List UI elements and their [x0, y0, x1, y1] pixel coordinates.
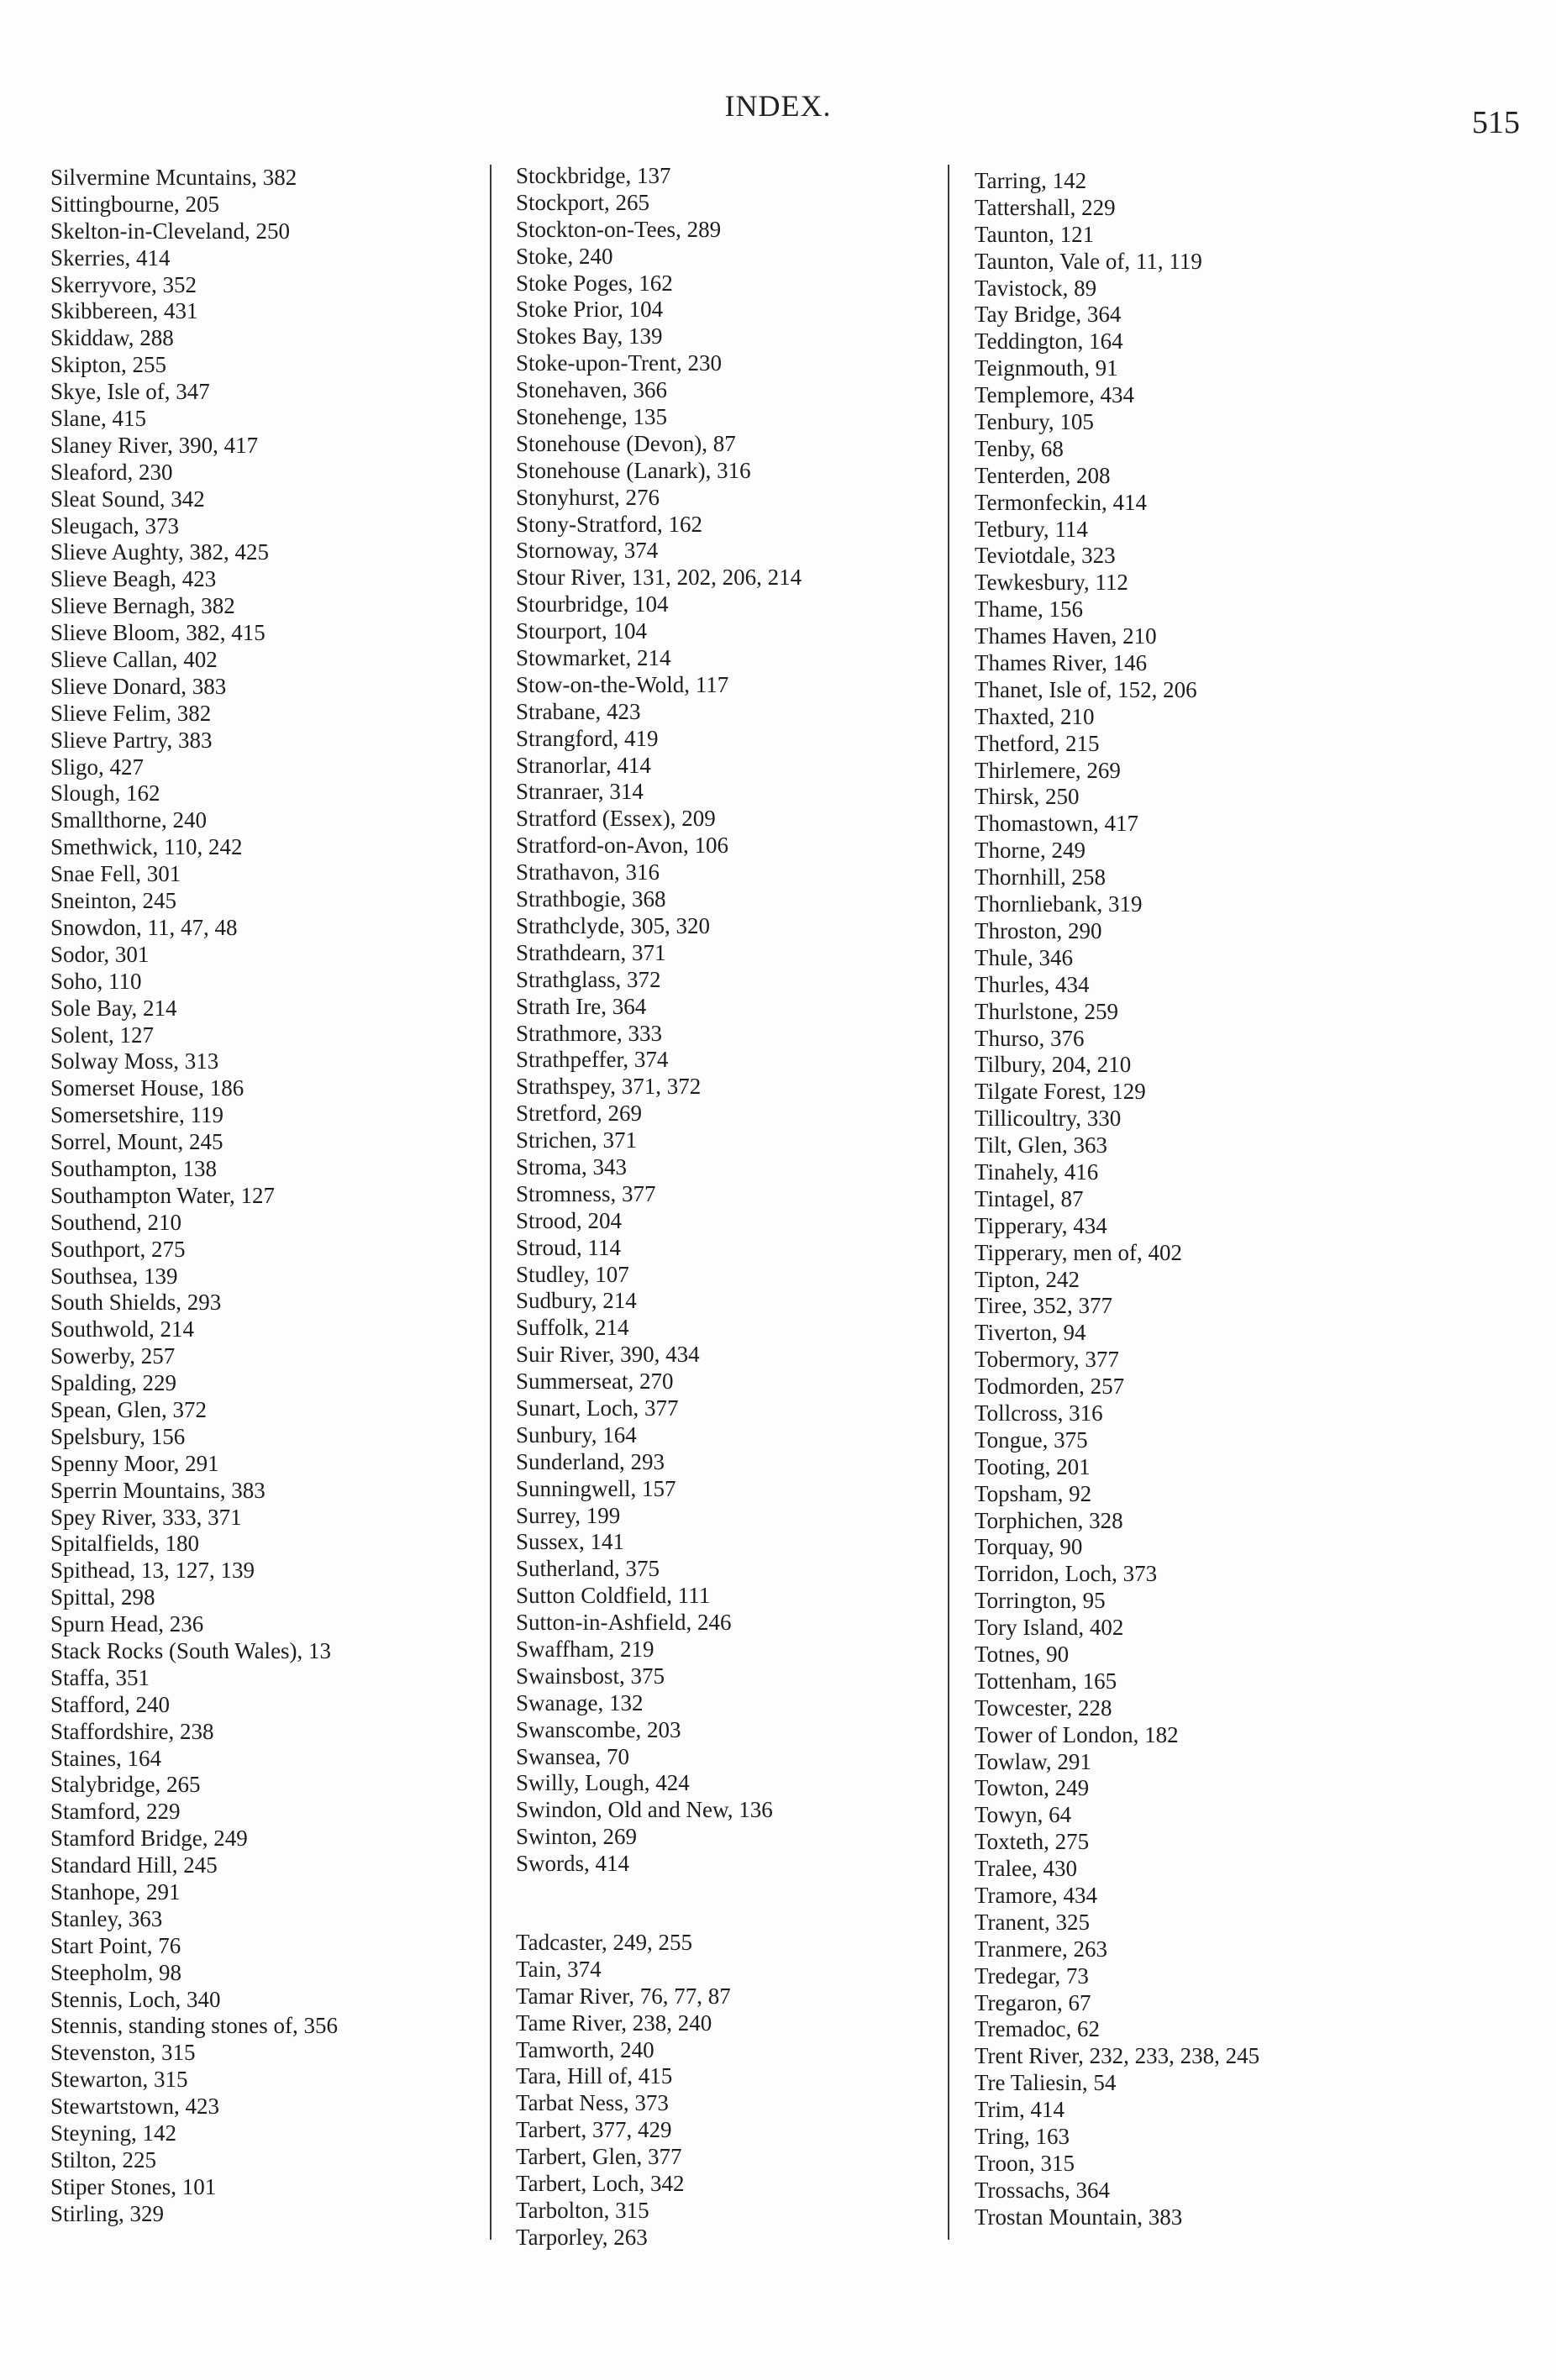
- index-entry: Sunbury, 164: [516, 1421, 637, 1447]
- index-entry: Stony-Stratford, 162: [516, 511, 702, 537]
- index-entry: Thame, 156: [975, 596, 1083, 623]
- index-entry: Slieve Bloom, 382, 415: [50, 620, 265, 646]
- index-entry: Stokes Bay, 139: [516, 323, 663, 349]
- index-entry: Stennis, Loch, 340: [50, 1986, 221, 2012]
- section-gap: [516, 1878, 936, 1930]
- index-entry: Tollcross, 316: [975, 1400, 1103, 1426]
- index-column-1: [50, 165, 470, 2228]
- index-entry: Summerseat, 270: [516, 1369, 674, 1395]
- index-entry: Swanscombe, 203: [516, 1716, 681, 1742]
- index-entry: Southwold, 214: [50, 1316, 195, 1342]
- index-entry: Tre Taliesin, 54: [975, 2070, 1117, 2096]
- index-entry: Standard Hill, 245: [50, 1852, 218, 1878]
- index-entry: Tarbat Ness, 373: [516, 2090, 669, 2116]
- index-entry: Tottenham, 165: [975, 1668, 1117, 1694]
- index-entry: Tamworth, 240: [516, 2036, 654, 2062]
- index-entry: Swindon, Old and New, 136: [516, 1797, 773, 1823]
- index-entry: Skiddaw, 288: [50, 325, 174, 351]
- index-entry: Tory Island, 402: [975, 1615, 1124, 1641]
- index-entry: Strathdearn, 371: [516, 939, 666, 965]
- index-entry: Swilly, Lough, 424: [516, 1770, 690, 1796]
- index-entry: Spalding, 229: [50, 1370, 177, 1396]
- index-entry: Start Point, 76: [50, 1932, 181, 1958]
- index-entry: Snae Fell, 301: [50, 861, 181, 887]
- index-entry: Swords, 414: [516, 1851, 630, 1877]
- index-entry: Thurso, 376: [975, 1025, 1085, 1051]
- index-entry: Skipton, 255: [50, 352, 167, 378]
- index-entry: Strathglass, 372: [516, 966, 661, 992]
- index-entry: Stalybridge, 265: [50, 1772, 201, 1798]
- index-entry: Tinahely, 416: [975, 1158, 1099, 1185]
- index-entry: Spithead, 13, 127, 139: [50, 1558, 255, 1584]
- index-entry: Suir River, 390, 434: [516, 1342, 700, 1368]
- index-entry: Southport, 275: [50, 1236, 186, 1262]
- index-entry: Thirlemere, 269: [975, 757, 1121, 783]
- index-entry: Trostan Mountain, 383: [975, 2204, 1183, 2230]
- index-entry: Tay Bridge, 364: [975, 302, 1122, 328]
- index-entry: Stretford, 269: [516, 1101, 642, 1127]
- index-entry: Sittingbourne, 205: [50, 191, 219, 217]
- index-entry: Sperrin Mountains, 383: [50, 1477, 265, 1503]
- index-entry: Strathbogie, 368: [516, 886, 666, 912]
- index-entry: Stroud, 114: [516, 1234, 622, 1260]
- index-entry: Steepholm, 98: [50, 1959, 181, 1985]
- index-entry: Staffordshire, 238: [50, 1718, 214, 1744]
- index-entry: Tregaron, 67: [975, 1989, 1091, 2015]
- index-entry: Strichen, 371: [516, 1127, 637, 1153]
- index-entry: Stirling, 329: [50, 2200, 165, 2226]
- index-entry: Slaney River, 390, 417: [50, 432, 259, 458]
- index-entry: Tremadoc, 62: [975, 2016, 1100, 2042]
- index-entry: Sleaford, 230: [50, 459, 173, 485]
- index-entry: Skye, Isle of, 347: [50, 379, 210, 405]
- index-entry: Strood, 204: [516, 1207, 623, 1233]
- index-entry: Stilton, 225: [50, 2146, 157, 2172]
- index-entry: Sleugach, 373: [50, 512, 179, 539]
- index-entry: Swaffham, 219: [516, 1636, 654, 1662]
- index-entry: Tenterden, 208: [975, 462, 1111, 488]
- index-entry: Strathclyde, 305, 320: [516, 912, 710, 938]
- index-entry: Tilt, Glen, 363: [975, 1132, 1108, 1158]
- index-entry: Strathmore, 333: [516, 1020, 662, 1046]
- index-entry: Tiree, 352, 377: [975, 1293, 1113, 1319]
- index-entry: Stanhope, 291: [50, 1879, 181, 1905]
- index-entry: Tenby, 68: [975, 435, 1064, 461]
- index-entry: Spurn Head, 236: [50, 1611, 204, 1637]
- index-entry: Stoke-upon-Trent, 230: [516, 350, 723, 376]
- index-entry: Sneinton, 245: [50, 888, 177, 914]
- index-entry: South Shields, 293: [50, 1290, 222, 1316]
- index-entry: Stafford, 240: [50, 1691, 170, 1717]
- index-entry: Stonehouse (Lanark), 316: [516, 457, 751, 483]
- index-entry: Torridon, Loch, 373: [975, 1561, 1158, 1587]
- index-entry: Stonyhurst, 276: [516, 484, 660, 510]
- index-entry: Solway Moss, 313: [50, 1048, 219, 1074]
- index-entry: Sunningwell, 157: [516, 1475, 676, 1501]
- index-entry: Slieve Beagh, 423: [50, 566, 217, 592]
- index-entry: Tooting, 201: [975, 1453, 1091, 1479]
- index-entry: Termonfeckin, 414: [975, 489, 1148, 515]
- index-entry: Stroma, 343: [516, 1153, 627, 1179]
- index-entry: Tipperary, 434: [975, 1212, 1107, 1238]
- index-entry: Stour River, 131, 202, 206, 214: [516, 565, 802, 591]
- index-entry: Tredegar, 73: [975, 1962, 1089, 1989]
- index-entry: Stranraer, 314: [516, 779, 644, 805]
- index-entry: Sutherland, 375: [516, 1556, 660, 1582]
- index-entry: Slieve Donard, 383: [50, 673, 227, 699]
- index-entry: Thule, 346: [975, 944, 1073, 970]
- index-entry: Sunart, Loch, 377: [516, 1395, 679, 1421]
- index-entry: Taunton, 121: [975, 221, 1095, 247]
- index-entry: Stennis, standing stones of, 356: [50, 2013, 338, 2039]
- index-entry: Strathspey, 371, 372: [516, 1074, 702, 1100]
- index-entry: Trossachs, 364: [975, 2177, 1111, 2203]
- index-entry: Topsham, 92: [975, 1480, 1092, 1506]
- index-entry: Tralee, 430: [975, 1856, 1077, 1882]
- index-entry: Totnes, 90: [975, 1641, 1070, 1667]
- index-entry: Tain, 374: [516, 1956, 602, 1982]
- index-entry: Sligo, 427: [50, 754, 145, 780]
- index-entry: Tewkesbury, 112: [975, 570, 1128, 596]
- index-entry: Thanet, Isle of, 152, 206: [975, 676, 1197, 702]
- index-entry: Thornhill, 258: [975, 864, 1106, 891]
- index-entry: Tadcaster, 249, 255: [516, 1930, 692, 1955]
- index-entry: Skelton-in-Cleveland, 250: [50, 218, 290, 244]
- index-entry: Slieve Bernagh, 382: [50, 593, 235, 619]
- index-entry: Slieve Felim, 382: [50, 700, 212, 726]
- index-entry: Steyning, 142: [50, 2120, 177, 2146]
- index-entry: Studley, 107: [516, 1261, 629, 1287]
- index-entry: Tarring, 142: [975, 168, 1087, 193]
- index-entry: Stamford Bridge, 249: [50, 1826, 248, 1852]
- index-entry: Sutton Coldfield, 111: [516, 1583, 711, 1609]
- index-entry: Stewartstown, 423: [50, 2094, 219, 2120]
- index-entry: Thornliebank, 319: [975, 891, 1143, 917]
- index-entry: Tramore, 434: [975, 1883, 1097, 1908]
- index-entry: Sudbury, 214: [516, 1288, 637, 1314]
- index-entry: Tipperary, men of, 402: [975, 1239, 1182, 1265]
- index-entry: Silvermine Mcuntains, 382: [50, 165, 297, 190]
- index-entry: Sutton-in-Ashfield, 246: [516, 1610, 732, 1636]
- index-entry: Spey River, 333, 371: [50, 1504, 242, 1530]
- index-entry: Strath Ire, 364: [516, 993, 647, 1019]
- index-entry: Slieve Callan, 402: [50, 647, 218, 673]
- index-entry: Southampton Water, 127: [50, 1182, 275, 1208]
- index-entry: Swansea, 70: [516, 1743, 629, 1769]
- index-entry: Tetbury, 114: [975, 516, 1088, 542]
- index-entry: Smethwick, 110, 242: [50, 834, 243, 860]
- index-entry: Torquay, 90: [975, 1534, 1083, 1560]
- index-entry: Stockport, 265: [516, 189, 649, 215]
- index-entry: Thurles, 434: [975, 971, 1090, 997]
- index-entry: Trim, 414: [975, 2097, 1065, 2123]
- index-entry: Spittal, 298: [50, 1584, 155, 1610]
- index-entry: Staffa, 351: [50, 1664, 150, 1690]
- index-entry: Sunderland, 293: [516, 1448, 665, 1474]
- index-entry: Towlaw, 291: [975, 1748, 1091, 1774]
- index-entry: Tara, Hill of, 415: [516, 2063, 673, 2089]
- index-entry: Tranmere, 263: [975, 1936, 1107, 1962]
- column-divider: [948, 165, 949, 2240]
- index-entry: Toxteth, 275: [975, 1829, 1090, 1855]
- index-entry: Spelsbury, 156: [50, 1423, 186, 1449]
- index-entry: Skerryvore, 352: [50, 271, 197, 297]
- page-number: 515: [1472, 105, 1520, 140]
- index-entry: Stack Rocks (South Wales), 13: [50, 1637, 332, 1663]
- index-entry: Trent River, 232, 233, 238, 245: [975, 2043, 1260, 2069]
- index-entry: Tower of London, 182: [975, 1721, 1179, 1747]
- index-entry: Skibbereen, 431: [50, 298, 198, 324]
- index-entry: Suffolk, 214: [516, 1315, 629, 1341]
- index-entry: Swinton, 269: [516, 1824, 638, 1850]
- index-entry: Stiper Stones, 101: [50, 2173, 217, 2199]
- index-entry: Towcester, 228: [975, 1694, 1112, 1721]
- index-entry: Southampton, 138: [50, 1155, 218, 1181]
- index-entry: Towton, 249: [975, 1775, 1090, 1801]
- index-entry: Sowerby, 257: [50, 1343, 176, 1369]
- index-entry: Teviotdale, 323: [975, 543, 1116, 569]
- index-entry: Tiverton, 94: [975, 1320, 1086, 1346]
- index-entry: Swanage, 132: [516, 1689, 644, 1715]
- index-entry: Stratford-on-Avon, 106: [516, 833, 728, 859]
- index-entry: Tranent, 325: [975, 1909, 1091, 1935]
- index-column-3: [975, 168, 1479, 2231]
- index-entry: Surrey, 199: [516, 1502, 621, 1528]
- index-entry: Sussex, 141: [516, 1529, 625, 1555]
- index-entry: Stamford, 229: [50, 1799, 181, 1825]
- index-entry: Tipton, 242: [975, 1266, 1080, 1292]
- index-entry: Torphichen, 328: [975, 1507, 1123, 1533]
- index-entry: Tarbolton, 315: [516, 2197, 649, 2223]
- index-entry: Todmorden, 257: [975, 1374, 1125, 1400]
- index-entry: Tenbury, 105: [975, 409, 1094, 435]
- index-entry: Sodor, 301: [50, 941, 150, 967]
- index-entry: Tame River, 238, 240: [516, 2010, 712, 2036]
- index-entry: Southend, 210: [50, 1209, 182, 1235]
- index-entry: Stratford (Essex), 209: [516, 806, 716, 832]
- index-entry: Slane, 415: [50, 406, 146, 432]
- index-entry: Stoke, 240: [516, 243, 613, 269]
- index-entry: Strabane, 423: [516, 698, 641, 724]
- index-entry: Snowdon, 11, 47, 48: [50, 914, 238, 940]
- index-entry: Stoke Poges, 162: [516, 270, 673, 296]
- index-entry: Stow-on-the-Wold, 117: [516, 671, 729, 697]
- index-entry: Thaxted, 210: [975, 703, 1095, 729]
- index-entry: Tarporley, 263: [516, 2224, 648, 2250]
- index-entry: Somerset House, 186: [50, 1075, 244, 1101]
- index-entry: Thomastown, 417: [975, 811, 1138, 837]
- index-entry: Stowmarket, 214: [516, 645, 671, 671]
- index-entry: Thames Haven, 210: [975, 623, 1157, 649]
- index-entry: Smallthorne, 240: [50, 807, 207, 833]
- index-entry: Teignmouth, 91: [975, 355, 1118, 381]
- index-entry: Solent, 127: [50, 1022, 155, 1048]
- index-entry: Tarbert, Loch, 342: [516, 2171, 685, 2197]
- index-entry: Thetford, 215: [975, 730, 1100, 756]
- index-entry: Tattershall, 229: [975, 194, 1116, 220]
- index-entry: Stockton-on-Tees, 289: [516, 216, 722, 242]
- index-entry: Tavistock, 89: [975, 275, 1097, 301]
- index-entry: Tobermory, 377: [975, 1347, 1119, 1373]
- index-entry: Thorne, 249: [975, 838, 1086, 864]
- index-entry: Staines, 164: [50, 1745, 161, 1771]
- index-entry: Sleat Sound, 342: [50, 486, 205, 512]
- index-entry: Tillicoultry, 330: [975, 1106, 1122, 1132]
- index-entry: Torrington, 95: [975, 1588, 1106, 1614]
- index-entry: Tarbert, Glen, 377: [516, 2144, 682, 2170]
- index-entry: Thames River, 146: [975, 650, 1148, 676]
- index-entry: Southsea, 139: [50, 1263, 178, 1289]
- index-entry: Stevenston, 315: [50, 2040, 196, 2066]
- index-entry: Somersetshire, 119: [50, 1102, 223, 1128]
- index-entry: Stewarton, 315: [50, 2067, 188, 2093]
- index-entry: Sole Bay, 214: [50, 995, 177, 1021]
- index-entry: Stockbridge, 137: [516, 163, 671, 188]
- index-entry: Slieve Aughty, 382, 425: [50, 539, 269, 565]
- index-entry: Teddington, 164: [975, 328, 1123, 355]
- index-entry: Stonehenge, 135: [516, 404, 667, 430]
- index-entry: Tilgate Forest, 129: [975, 1079, 1146, 1105]
- index-entry: Strangford, 419: [516, 725, 659, 751]
- index-column-2: [516, 163, 936, 2251]
- index-entry: Swainsbost, 375: [516, 1663, 665, 1689]
- index-entry: Slieve Partry, 383: [50, 727, 213, 753]
- index-entry: Strathavon, 316: [516, 859, 660, 885]
- index-entry: Tarbert, 377, 429: [516, 2117, 672, 2143]
- index-entry: Slough, 162: [50, 780, 160, 806]
- index-entry: Tamar River, 76, 77, 87: [516, 1983, 731, 2009]
- index-entry: Tring, 163: [975, 2124, 1070, 2150]
- index-entry: Stonehaven, 366: [516, 377, 667, 403]
- index-entry: Stornoway, 374: [516, 538, 659, 564]
- index-entry: Tilbury, 204, 210: [975, 1052, 1132, 1078]
- index-entry: Spitalfields, 180: [50, 1531, 199, 1557]
- index-entry: Stoke Prior, 104: [516, 297, 664, 323]
- index-entry: Stourbridge, 104: [516, 591, 669, 617]
- index-entry: Soho, 110: [50, 968, 142, 994]
- index-entry: Stonehouse (Devon), 87: [516, 430, 736, 456]
- index-entry: Thurlstone, 259: [975, 998, 1118, 1024]
- index-entry: Strathpeffer, 374: [516, 1047, 669, 1073]
- index-entry: Spean, Glen, 372: [50, 1396, 207, 1422]
- index-entry: Templemore, 434: [975, 382, 1135, 408]
- index-entry: Skerries, 414: [50, 244, 171, 271]
- index-entry: Tongue, 375: [975, 1426, 1088, 1453]
- index-entry: Troon, 315: [975, 2150, 1075, 2176]
- index-entry: Stanley, 363: [50, 1905, 163, 1931]
- index-entry: Throston, 290: [975, 917, 1102, 943]
- index-entry: Sorrel, Mount, 245: [50, 1129, 223, 1155]
- running-title: INDEX.: [724, 89, 832, 123]
- index-entry: Stranorlar, 414: [516, 752, 651, 778]
- index-entry: Stromness, 377: [516, 1180, 656, 1206]
- index-entry: Stourport, 104: [516, 618, 648, 644]
- index-entry: Thirsk, 250: [975, 784, 1080, 810]
- index-entry: Towyn, 64: [975, 1802, 1072, 1828]
- index-entry: Spenny Moor, 291: [50, 1450, 219, 1476]
- column-divider: [490, 165, 492, 2240]
- index-entry: Tintagel, 87: [975, 1185, 1084, 1211]
- index-entry: Taunton, Vale of, 11, 119: [975, 248, 1202, 274]
